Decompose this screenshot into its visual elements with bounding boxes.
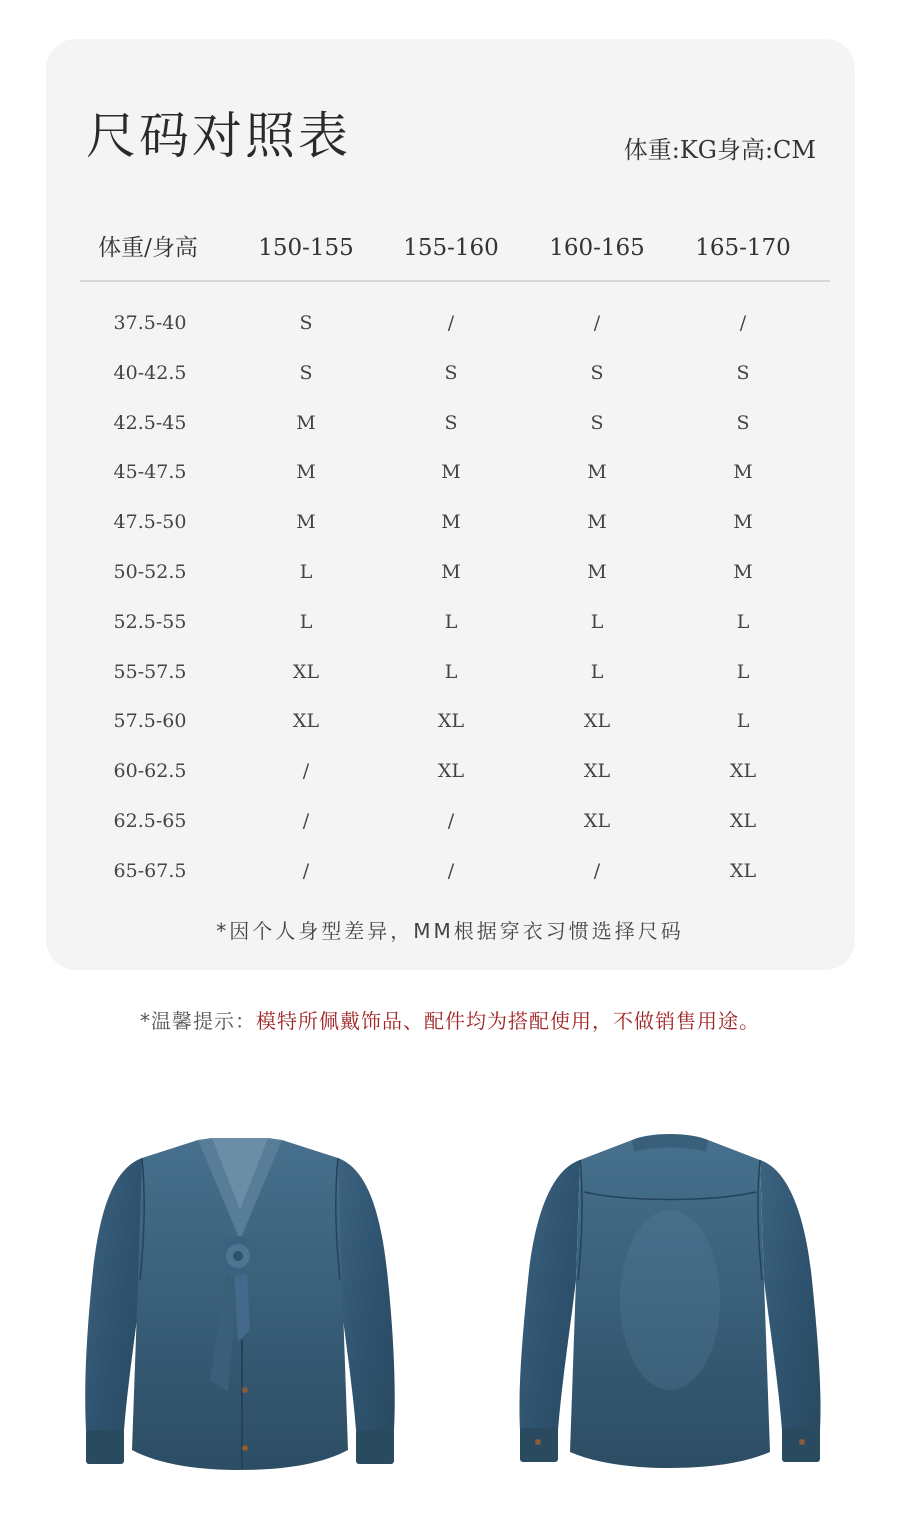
- size-cell: L: [590, 610, 604, 633]
- table-row: [80, 308, 830, 338]
- column-header: 155-160: [403, 235, 499, 261]
- size-cell: XL: [583, 810, 611, 832]
- size-cell: S: [590, 411, 604, 434]
- size-cell: M: [296, 461, 316, 484]
- page-title: 尺码对照表: [86, 107, 351, 165]
- weight-cell: 62.5-65: [113, 810, 187, 832]
- size-cell: M: [441, 461, 461, 484]
- table-row: [80, 457, 830, 487]
- size-cell: /: [447, 810, 455, 832]
- size-cell: /: [302, 810, 310, 832]
- size-cell: M: [441, 561, 461, 583]
- size-cell: S: [299, 361, 313, 384]
- size-cell: L: [444, 660, 458, 683]
- size-cell: XL: [583, 760, 611, 783]
- size-cell: S: [444, 411, 458, 434]
- size-cell: XL: [729, 760, 757, 783]
- weight-cell: 40-42.5: [113, 361, 187, 384]
- size-cell: L: [590, 660, 604, 683]
- size-cell: L: [736, 660, 750, 683]
- size-cell: S: [736, 411, 750, 434]
- weight-cell: 42.5-45: [113, 411, 187, 434]
- table-row: [80, 706, 830, 736]
- table-header: [80, 222, 830, 282]
- size-cell: XL: [729, 859, 757, 882]
- size-cell: XL: [437, 760, 465, 783]
- weight-cell: 50-52.5: [113, 561, 187, 583]
- size-cell: XL: [729, 810, 757, 832]
- size-cell: /: [447, 312, 455, 334]
- weight-cell: 45-47.5: [113, 461, 187, 484]
- table-row: [80, 408, 830, 438]
- size-cell: S: [736, 361, 750, 384]
- corner-header: 体重/身高: [98, 235, 198, 261]
- weight-cell: 52.5-55: [113, 610, 187, 633]
- size-cell: S: [444, 361, 458, 384]
- size-cell: XL: [292, 710, 320, 733]
- table-row: [80, 756, 830, 786]
- table-row: [80, 806, 830, 836]
- weight-cell: 65-67.5: [113, 859, 187, 882]
- size-cell: L: [299, 561, 313, 583]
- weight-cell: 47.5-50: [113, 511, 187, 534]
- table-row: [80, 507, 830, 537]
- size-cell: M: [587, 461, 607, 484]
- size-cell: M: [733, 461, 753, 484]
- weight-cell: 60-62.5: [113, 760, 187, 783]
- column-header: 160-165: [549, 235, 645, 261]
- table-row: [80, 557, 830, 587]
- tip-label: *温馨提示：: [140, 1009, 256, 1033]
- table-row: [80, 657, 830, 687]
- size-cell: M: [587, 561, 607, 583]
- size-cell: XL: [292, 660, 320, 683]
- column-header: 150-155: [258, 235, 354, 261]
- size-cell: S: [299, 312, 313, 334]
- fit-note: *因个人身型差异，MM根据穿衣习惯选择尺码: [216, 919, 684, 943]
- size-cell: XL: [583, 710, 611, 733]
- size-cell: M: [296, 411, 316, 434]
- size-cell: /: [302, 859, 310, 882]
- denim-shirt-front-icon: [80, 1130, 400, 1475]
- size-cell: L: [299, 610, 313, 633]
- size-cell: L: [736, 710, 750, 733]
- denim-shirt-back-icon: [510, 1130, 830, 1475]
- size-cell: L: [736, 610, 750, 633]
- size-table: [80, 222, 830, 882]
- weight-cell: 57.5-60: [113, 710, 187, 733]
- size-cell: M: [441, 511, 461, 534]
- size-cell: L: [444, 610, 458, 633]
- size-cell: /: [302, 760, 310, 783]
- size-cell: M: [296, 511, 316, 534]
- table-row: [80, 358, 830, 388]
- weight-cell: 55-57.5: [113, 660, 187, 683]
- size-cell: /: [739, 312, 747, 334]
- size-cell: /: [447, 859, 455, 882]
- tip-text: 模特所佩戴饰品、配件均为搭配使用，不做销售用途。: [256, 1009, 760, 1033]
- size-cell: /: [593, 312, 601, 334]
- column-header: 165-170: [695, 235, 791, 261]
- size-cell: S: [590, 361, 604, 384]
- unit-label: 体重:KG身高:CM: [623, 136, 816, 164]
- size-cell: /: [593, 859, 601, 882]
- size-cell: M: [587, 511, 607, 534]
- size-cell: M: [733, 561, 753, 583]
- table-row: [80, 856, 830, 886]
- weight-cell: 37.5-40: [113, 312, 187, 334]
- size-cell: XL: [437, 710, 465, 733]
- table-row: [80, 607, 830, 637]
- size-cell: M: [733, 511, 753, 534]
- tip-line: [0, 1006, 900, 1036]
